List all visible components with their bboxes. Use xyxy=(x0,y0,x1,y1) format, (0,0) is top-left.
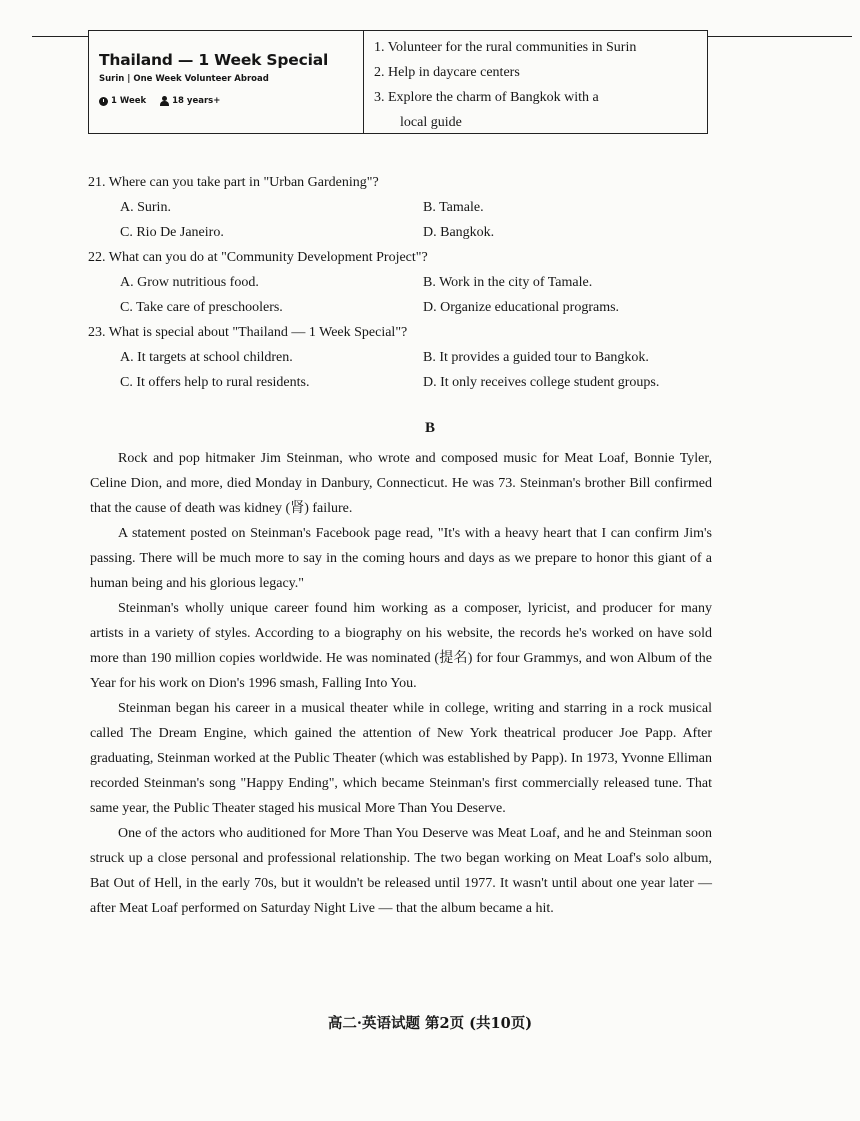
age-text: 18 years+ xyxy=(172,96,221,106)
question-stem: 21. Where can you take part in "Urban Gardening"? xyxy=(88,175,379,190)
duration-meta xyxy=(99,96,146,106)
option-row xyxy=(88,370,718,395)
page-footer: 高二·英语试题 第2页 (共10页) xyxy=(327,1015,533,1032)
question-stem: 23. What is special about "Thailand — 1 Week Special"? xyxy=(88,325,408,340)
option: A. Surin. xyxy=(120,200,171,215)
activity-item: 2. Help in daycare centers xyxy=(374,65,520,80)
option-row xyxy=(88,345,718,370)
question-stem: 22. What can you do at "Community Development Project"? xyxy=(88,250,428,265)
option-row xyxy=(88,270,718,295)
clock-icon xyxy=(99,97,108,106)
passage-paragraph: Steinman's wholly unique career found him working as a composer, lyricist, and producer for many artists in a variety of styles. According to a biography on his website, the records he's worked on have sold more than 190 million copies worldwide. He was nominated (提名) for four Grammys, and won Album of the Year for his work on Dion's 1996 smash, Falling Into You. xyxy=(90,601,712,691)
option: D. Bangkok. xyxy=(423,225,495,240)
duration-text: 1 Week xyxy=(111,96,147,106)
option: B. It provides a guided tour to Bangkok. xyxy=(423,350,649,365)
person-icon xyxy=(160,96,169,106)
age-meta xyxy=(160,96,220,106)
option: B. Work in the city of Tamale. xyxy=(423,275,593,290)
option: A. It targets at school children. xyxy=(120,350,293,365)
option: C. It offers help to rural residents. xyxy=(120,375,310,390)
passage-paragraph: Steinman began his career in a musical theater while in college, writing and starring in a rock musical called The Dream Engine, which gained the attention of New York theatrical producer Joe Papp. After graduating, Steinman worked at the Public Theater (which was established by Papp). In 1973, Yvonne Elliman recorded Steinman's song "Happy Ending", which became Steinman's first commercially released tune. That same year, the Public Theater staged his musical More Than You Deserve. xyxy=(90,701,712,816)
activity-item-continued: local guide xyxy=(400,115,462,130)
card-meta xyxy=(99,96,363,106)
passage-paragraph: One of the actors who auditioned for More Than You Deserve was Meat Loaf, and he and Steinman soon struck up a close personal and professional relationship. The two began working on Meat Loaf's solo album, Bat Out of Hell, in the early 70s, but it wouldn't be released until 1977. It wasn't until about one year later — after Meat Loaf performed on Saturday Night Live — that the album became a hit. xyxy=(90,826,712,916)
passage-paragraph: Rock and pop hitmaker Jim Steinman, who wrote and composed music for Meat Loaf, Bonnie Tyler, Celine Dion, and more, died Monday in Danbury, Connecticut. He was 73. Steinman's brother Bill confirmed that the cause of death was kidney (肾) failure. xyxy=(90,451,712,516)
option: A. Grow nutritious food. xyxy=(120,275,259,290)
option: B. Tamale. xyxy=(423,200,484,215)
activity-list xyxy=(364,31,707,133)
option-row xyxy=(88,220,718,245)
card-subtitle: Surin | One Week Volunteer Abroad xyxy=(99,74,269,84)
section-heading: B xyxy=(424,420,435,436)
option-row xyxy=(88,295,718,320)
question-list xyxy=(88,170,718,395)
activity-item: 3. Explore the charm of Bangkok with a xyxy=(374,90,599,105)
option-row xyxy=(88,195,718,220)
option: D. Organize educational programs. xyxy=(423,300,620,315)
option: D. It only receives college student groups. xyxy=(423,375,660,390)
program-card xyxy=(89,31,364,133)
passage-paragraph: A statement posted on Steinman's Facebook page read, "It's with a heavy heart that I can confirm Jim's passing. There will be much more to say in the coming hours and days as we prepare to honor this giant of a human being and his glorious legacy." xyxy=(90,526,712,591)
option: C. Rio De Janeiro. xyxy=(120,225,224,240)
activity-item: 1. Volunteer for the rural communities in Surin xyxy=(374,40,637,55)
card-title: Thailand — 1 Week Special xyxy=(99,51,329,69)
program-table-row xyxy=(88,30,708,134)
option: C. Take care of preschoolers. xyxy=(120,300,283,315)
reading-passage xyxy=(90,446,712,921)
